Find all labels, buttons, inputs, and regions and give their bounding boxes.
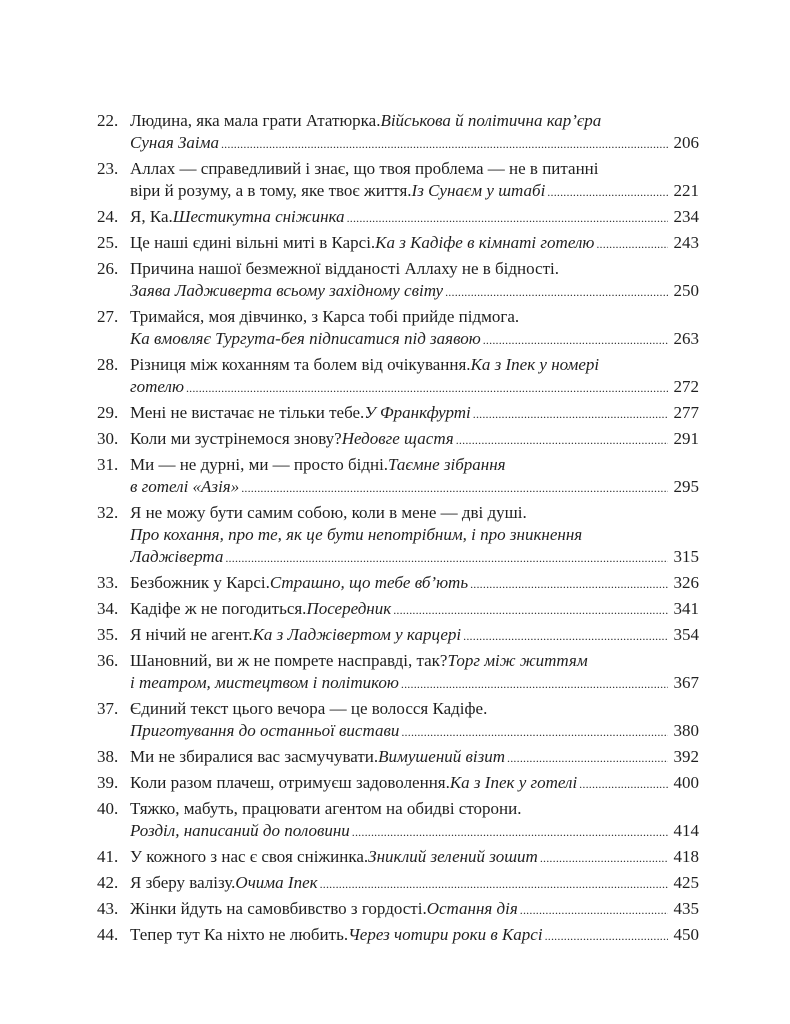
dot-leader xyxy=(547,180,668,203)
page-number: 221 xyxy=(673,181,699,200)
chapter-number: 38. xyxy=(97,747,119,766)
chapter-title: Жінки йдуть на самовбивство з гордості. xyxy=(130,899,427,918)
chapter-subtitle: Вимушений візит xyxy=(378,747,506,766)
toc-entry xyxy=(97,454,699,499)
chapter-title-block xyxy=(130,206,699,229)
toc-entry xyxy=(97,650,699,695)
chapter-number: 44. xyxy=(97,925,119,944)
chapter-title-block xyxy=(130,572,699,595)
chapter-title-block xyxy=(130,232,699,255)
page-number: 392 xyxy=(673,747,699,766)
page-number: 435 xyxy=(673,899,699,918)
chapter-subtitle: Ка з Іпек у номері xyxy=(470,355,600,374)
title-line xyxy=(130,502,699,524)
page-number: 272 xyxy=(673,377,699,396)
chapter-number: 33. xyxy=(97,573,119,592)
chapter-subtitle: Шестикутна сніжинка xyxy=(172,207,345,226)
dot-leader xyxy=(401,672,668,695)
toc-entry xyxy=(97,772,699,795)
title-line xyxy=(130,772,699,795)
title-line xyxy=(130,354,699,376)
chapter-title-block xyxy=(130,306,699,351)
title-line xyxy=(130,376,699,399)
dot-leader xyxy=(520,898,668,921)
page-number: 291 xyxy=(673,429,699,448)
chapter-subtitle: Остання дія xyxy=(426,899,518,918)
dot-leader xyxy=(579,772,668,795)
dot-leader xyxy=(352,820,668,843)
chapter-title-block xyxy=(130,846,699,869)
dot-leader xyxy=(401,720,668,743)
chapter-title: Причина нашої безмежної відданості Аллаху не в бідності. xyxy=(130,259,560,278)
page-number: 425 xyxy=(673,873,699,892)
chapter-subtitle: Торг між життям xyxy=(447,651,588,670)
chapter-number: 23. xyxy=(97,159,119,178)
chapter-title-block xyxy=(130,924,699,947)
toc-entry xyxy=(97,898,699,921)
chapter-number: 26. xyxy=(97,259,119,278)
dot-leader xyxy=(347,206,668,229)
chapter-subtitle: Приготування до останньої вистави xyxy=(130,721,400,740)
toc-entry xyxy=(97,572,699,595)
toc-entry xyxy=(97,846,699,869)
chapter-title: Тепер тут Ка ніхто не любить. xyxy=(130,925,349,944)
chapter-title: Аллах — справедливий і знає, що твоя проблема — не в питанні xyxy=(130,159,599,178)
toc-entry xyxy=(97,624,699,647)
toc-entry xyxy=(97,158,699,203)
chapter-title-block xyxy=(130,428,699,451)
title-line xyxy=(130,206,699,229)
chapter-title: Єдиний текст цього вечора — це волосся Кадіфе. xyxy=(130,699,488,718)
title-line xyxy=(130,180,699,203)
chapter-subtitle: Недовге щастя xyxy=(341,429,454,448)
dot-leader xyxy=(540,846,668,869)
chapter-title-block xyxy=(130,650,699,695)
toc-entry xyxy=(97,232,699,255)
toc-entry xyxy=(97,924,699,947)
title-line xyxy=(130,624,699,647)
page-number: 315 xyxy=(673,547,699,566)
chapter-number: 31. xyxy=(97,455,119,474)
chapter-subtitle: в готелі «Азія» xyxy=(130,477,240,496)
chapter-number: 24. xyxy=(97,207,119,226)
toc-entry xyxy=(97,306,699,351)
chapter-number: 27. xyxy=(97,307,119,326)
chapter-title: Я не можу бути самим собою, коли в мене — дві душі. xyxy=(130,503,527,522)
page-number: 295 xyxy=(673,477,699,496)
title-line xyxy=(130,132,699,155)
chapter-number: 36. xyxy=(97,651,119,670)
chapter-title-block xyxy=(130,402,699,425)
chapter-title: Це наші єдині вільні миті в Карсі. xyxy=(130,233,376,252)
toc-entry xyxy=(97,798,699,843)
chapter-title: Мені не вистачає не тільки тебе. xyxy=(130,403,365,422)
chapter-number: 43. xyxy=(97,899,119,918)
chapter-subtitle: Ка вмовляє Тургута-бея підписатися під заявою xyxy=(130,329,481,348)
chapter-subtitle: Розділ, написаний до половини xyxy=(130,821,350,840)
dot-leader xyxy=(507,746,668,769)
chapter-subtitle: Таємне зібрання xyxy=(388,455,506,474)
chapter-number: 41. xyxy=(97,847,119,866)
chapter-title-block xyxy=(130,872,699,895)
title-line xyxy=(130,798,699,820)
title-line xyxy=(130,650,699,672)
title-line xyxy=(130,232,699,255)
chapter-title: Я нічий не агент. xyxy=(130,625,253,644)
dot-leader xyxy=(470,572,668,595)
page-number: 450 xyxy=(673,925,699,944)
title-line xyxy=(130,846,699,869)
dot-leader xyxy=(225,546,668,569)
toc-entry xyxy=(97,428,699,451)
chapter-number: 25. xyxy=(97,233,119,252)
chapter-title: Кадіфе ж не погодиться. xyxy=(130,599,307,618)
chapter-number: 39. xyxy=(97,773,119,792)
toc-entry xyxy=(97,110,699,155)
title-line xyxy=(130,720,699,743)
chapter-subtitle: і театром, мистецтвом і політикою xyxy=(130,673,399,692)
page-number: 418 xyxy=(673,847,699,866)
title-line xyxy=(130,428,699,451)
chapter-number: 28. xyxy=(97,355,119,374)
title-line xyxy=(130,898,699,921)
title-line xyxy=(130,280,699,303)
title-line xyxy=(130,110,699,132)
page-number: 277 xyxy=(673,403,699,422)
chapter-subtitle: готелю xyxy=(130,377,184,396)
title-line xyxy=(130,524,699,546)
chapter-subtitle: Зниклий зелений зошит xyxy=(368,847,538,866)
chapter-title: Безбожник у Карсі. xyxy=(130,573,270,592)
title-line xyxy=(130,872,699,895)
toc-entry xyxy=(97,872,699,895)
title-line xyxy=(130,158,699,180)
chapter-title-block xyxy=(130,624,699,647)
dot-leader xyxy=(186,376,668,399)
chapter-subtitle: Через чотири роки в Карсі xyxy=(348,925,543,944)
page-number: 206 xyxy=(673,133,699,152)
chapter-title-block xyxy=(130,454,699,499)
title-line xyxy=(130,572,699,595)
chapter-subtitle: Страшно, що тебе вб’ють xyxy=(269,573,469,592)
title-line xyxy=(130,672,699,695)
toc-entry xyxy=(97,598,699,621)
page-number: 380 xyxy=(673,721,699,740)
chapter-title-block xyxy=(130,698,699,743)
chapter-subtitle: Очима Іпек xyxy=(235,873,318,892)
toc-entry xyxy=(97,354,699,399)
chapter-title-block xyxy=(130,258,699,303)
chapter-number: 22. xyxy=(97,111,119,130)
chapter-subtitle: Заява Ладживерта всьому західному світу xyxy=(130,281,444,300)
chapter-title: Я зберу валізу. xyxy=(130,873,236,892)
title-line xyxy=(130,476,699,499)
chapter-subtitle: Ка з Ладжівертом у карцері xyxy=(252,625,462,644)
title-line xyxy=(130,258,699,280)
chapter-subtitle: Військова й політична кар’єра xyxy=(380,111,602,130)
chapter-subtitle: Ка з Кадіфе в кімнаті готелю xyxy=(375,233,595,252)
page-number: 250 xyxy=(673,281,699,300)
dot-leader xyxy=(463,624,668,647)
chapter-title-block xyxy=(130,158,699,203)
chapter-number: 34. xyxy=(97,599,119,618)
toc-entry xyxy=(97,746,699,769)
chapter-title-block xyxy=(130,110,699,155)
toc-entry xyxy=(97,402,699,425)
chapter-title: Різниця між коханням та болем від очікування. xyxy=(130,355,471,374)
chapter-number: 40. xyxy=(97,799,119,818)
page-number: 400 xyxy=(673,773,699,792)
chapter-subtitle: Із Сунаєм у штабі xyxy=(411,181,546,200)
chapter-number: 42. xyxy=(97,873,119,892)
chapter-title-block xyxy=(130,502,699,569)
chapter-title-block xyxy=(130,598,699,621)
title-line xyxy=(130,454,699,476)
table-of-contents xyxy=(97,110,699,950)
dot-leader xyxy=(596,232,668,255)
title-line xyxy=(130,328,699,351)
title-line xyxy=(130,306,699,328)
title-line xyxy=(130,402,699,425)
chapter-title: віри й розуму, а в тому, яке твоє життя. xyxy=(130,181,412,200)
chapter-title: Шановний, ви ж не помрете насправді, так? xyxy=(130,651,448,670)
dot-leader xyxy=(221,132,668,155)
dot-leader xyxy=(320,872,668,895)
chapter-title-block xyxy=(130,746,699,769)
page-number: 414 xyxy=(673,821,699,840)
toc-entry xyxy=(97,502,699,569)
title-line xyxy=(130,924,699,947)
dot-leader xyxy=(393,598,668,621)
chapter-title: Коли ми зустрінемося знову? xyxy=(130,429,342,448)
dot-leader xyxy=(483,328,668,351)
dot-leader xyxy=(545,924,668,947)
chapter-subtitle: Ладжіверта xyxy=(130,547,224,566)
toc-entry xyxy=(97,698,699,743)
chapter-subtitle: Про кохання, про те, як це бути непотрібним, і про зникнення xyxy=(130,525,583,544)
chapter-subtitle: Посередник xyxy=(306,599,392,618)
dot-leader xyxy=(456,428,668,451)
page-number: 234 xyxy=(673,207,699,226)
chapter-subtitle: У Франкфурті xyxy=(364,403,471,422)
chapter-title: Ми — не дурні, ми — просто бідні. xyxy=(130,455,389,474)
page-number: 243 xyxy=(673,233,699,252)
chapter-title: Коли разом плачеш, отримуєш задоволення. xyxy=(130,773,450,792)
page-number: 341 xyxy=(673,599,699,618)
toc-entry xyxy=(97,206,699,229)
dot-leader xyxy=(473,402,668,425)
chapter-number: 29. xyxy=(97,403,119,422)
page-number: 367 xyxy=(673,673,699,692)
chapter-title-block xyxy=(130,898,699,921)
chapter-number: 37. xyxy=(97,699,119,718)
chapter-title: Тримайся, моя дівчинко, з Карса тобі прийде підмога. xyxy=(130,307,520,326)
title-line xyxy=(130,820,699,843)
title-line xyxy=(130,698,699,720)
chapter-number: 35. xyxy=(97,625,119,644)
page-number: 354 xyxy=(673,625,699,644)
chapter-title: У кожного з нас є своя сніжинка. xyxy=(130,847,369,866)
title-line xyxy=(130,598,699,621)
dot-leader xyxy=(445,280,668,303)
page-number: 326 xyxy=(673,573,699,592)
chapter-number: 30. xyxy=(97,429,119,448)
chapter-title: Тяжко, мабуть, працювати агентом на обидві сторони. xyxy=(130,799,522,818)
chapter-number: 32. xyxy=(97,503,119,522)
chapter-title: Ми не збиралися вас засмучувати. xyxy=(130,747,379,766)
title-line xyxy=(130,546,699,569)
chapter-title: Я, Ка. xyxy=(130,207,173,226)
chapter-title-block xyxy=(130,798,699,843)
toc-entry xyxy=(97,258,699,303)
chapter-title-block xyxy=(130,354,699,399)
chapter-subtitle: Ка з Іпек у готелі xyxy=(449,773,578,792)
chapter-title-block xyxy=(130,772,699,795)
chapter-subtitle: Суная Заіма xyxy=(130,133,219,152)
page-number: 263 xyxy=(673,329,699,348)
title-line xyxy=(130,746,699,769)
dot-leader xyxy=(241,476,668,499)
chapter-title: Людина, яка мала грати Ататюрка. xyxy=(130,111,381,130)
